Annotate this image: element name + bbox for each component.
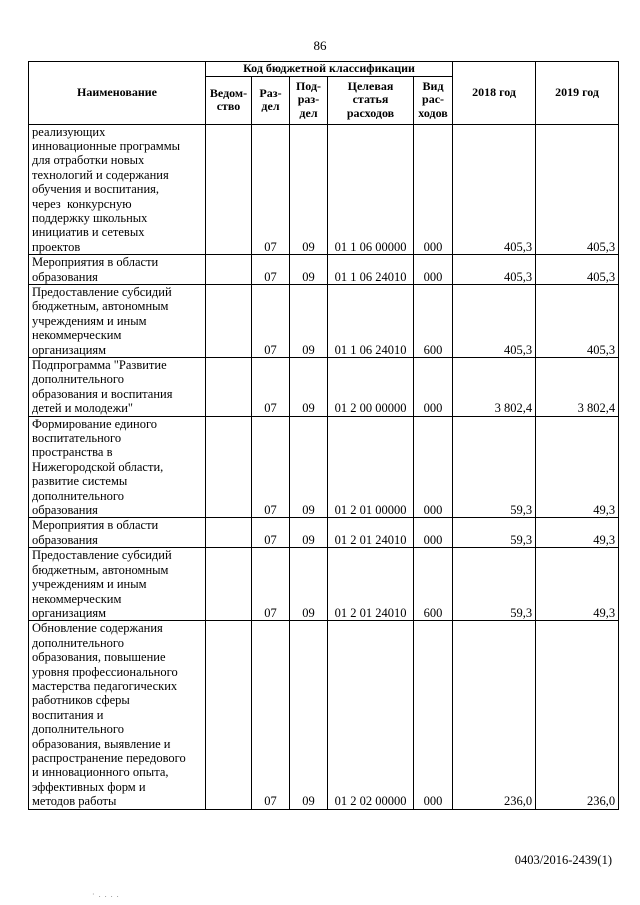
- header-target-article: Целевая статья расходов: [328, 76, 414, 124]
- table-row: [29, 621, 619, 809]
- row-name: Предоставление субсидий бюджетным, автономным учреждениям и иным некоммерческим организациям: [29, 284, 206, 357]
- row-razdel: 07: [252, 621, 290, 809]
- table-row: [29, 124, 619, 255]
- row-value-2018: 59,3: [453, 518, 536, 548]
- row-value-2018: 405,3: [453, 284, 536, 357]
- row-target-article: 01 1 06 24010: [328, 284, 414, 357]
- table-row: [29, 548, 619, 621]
- row-vedomstvo: [206, 416, 252, 518]
- row-vedomstvo: [206, 284, 252, 357]
- row-expense-kind: 600: [414, 548, 453, 621]
- row-razdel: 07: [252, 358, 290, 417]
- row-expense-kind: 000: [414, 358, 453, 417]
- row-expense-kind: 000: [414, 124, 453, 255]
- row-value-2019: 405,3: [536, 284, 619, 357]
- row-expense-kind: 000: [414, 518, 453, 548]
- row-value-2018: 59,3: [453, 416, 536, 518]
- row-vedomstvo: [206, 518, 252, 548]
- row-vedomstvo: [206, 548, 252, 621]
- footer-marks: · . . . .: [92, 890, 120, 899]
- document-code: 0403/2016-2439(1): [514, 853, 612, 867]
- header-2018: 2018 год: [453, 62, 536, 125]
- row-podrazdel: 09: [290, 518, 328, 548]
- row-razdel: 07: [252, 416, 290, 518]
- row-name: Формирование единого воспитательного пространства в Нижегородской области, развитие системы дополнительного образования: [29, 416, 206, 518]
- row-target-article: 01 2 01 24010: [328, 518, 414, 548]
- row-target-article: 01 2 02 00000: [328, 621, 414, 809]
- row-value-2019: 405,3: [536, 124, 619, 255]
- row-name: Мероприятия в области образования: [29, 255, 206, 285]
- row-expense-kind: 000: [414, 416, 453, 518]
- row-value-2018: 59,3: [453, 548, 536, 621]
- header-2019: 2019 год: [536, 62, 619, 125]
- row-vedomstvo: [206, 358, 252, 417]
- row-target-article: 01 1 06 00000: [328, 124, 414, 255]
- row-vedomstvo: [206, 124, 252, 255]
- row-podrazdel: 09: [290, 358, 328, 417]
- table-body: [29, 124, 619, 809]
- row-razdel: 07: [252, 548, 290, 621]
- row-podrazdel: 09: [290, 621, 328, 809]
- table-row: [29, 416, 619, 518]
- row-value-2019: 236,0: [536, 621, 619, 809]
- table-row: [29, 358, 619, 417]
- table-row: [29, 255, 619, 285]
- row-value-2019: 49,3: [536, 518, 619, 548]
- row-podrazdel: 09: [290, 124, 328, 255]
- header-name: Наименование: [29, 62, 206, 125]
- row-target-article: 01 2 00 00000: [328, 358, 414, 417]
- row-name: Предоставление субсидий бюджетным, автономным учреждениям и иным некоммерческим организациям: [29, 548, 206, 621]
- row-target-article: 01 2 01 00000: [328, 416, 414, 518]
- row-name: реализующих инновационные программы для отработки новых технологий и содержания обучения и воспитания, через конкурсную поддержку школьных инициатив и сетевых проектов: [29, 124, 206, 255]
- row-expense-kind: 000: [414, 255, 453, 285]
- table-row: [29, 284, 619, 357]
- row-expense-kind: 000: [414, 621, 453, 809]
- row-value-2019: 49,3: [536, 416, 619, 518]
- row-value-2018: 405,3: [453, 124, 536, 255]
- row-vedomstvo: [206, 255, 252, 285]
- row-podrazdel: 09: [290, 548, 328, 621]
- row-razdel: 07: [252, 518, 290, 548]
- row-name: Обновление содержания дополнительного образования, повышение уровня профессионального мастерства педагогических работников сферы воспитания и дополнительного образования, выявление и распространение передового и инновационного опыта, эффективных форм и методов работы: [29, 621, 206, 809]
- header-expense-kind: Вид рас- ходов: [414, 76, 453, 124]
- budget-table: [28, 61, 619, 810]
- header-budget-code-group: Код бюджетной классификации: [206, 62, 453, 77]
- row-value-2018: 236,0: [453, 621, 536, 809]
- row-value-2018: 405,3: [453, 255, 536, 285]
- row-razdel: 07: [252, 284, 290, 357]
- row-target-article: 01 1 06 24010: [328, 255, 414, 285]
- row-value-2019: 405,3: [536, 255, 619, 285]
- header-razdel: Раз- дел: [252, 76, 290, 124]
- row-name: Подпрограмма "Развитие дополнительного образования и воспитания детей и молодежи": [29, 358, 206, 417]
- header-vedomstvo: Ведом- ство: [206, 76, 252, 124]
- row-value-2018: 3 802,4: [453, 358, 536, 417]
- row-razdel: 07: [252, 124, 290, 255]
- row-podrazdel: 09: [290, 416, 328, 518]
- row-podrazdel: 09: [290, 255, 328, 285]
- row-vedomstvo: [206, 621, 252, 809]
- row-value-2019: 3 802,4: [536, 358, 619, 417]
- row-name: Мероприятия в области образования: [29, 518, 206, 548]
- header-podrazdel: Под- раз- дел: [290, 76, 328, 124]
- row-podrazdel: 09: [290, 284, 328, 357]
- row-target-article: 01 2 01 24010: [328, 548, 414, 621]
- row-value-2019: 49,3: [536, 548, 619, 621]
- row-expense-kind: 600: [414, 284, 453, 357]
- row-razdel: 07: [252, 255, 290, 285]
- page-number: 86: [313, 38, 327, 53]
- table-row: [29, 518, 619, 548]
